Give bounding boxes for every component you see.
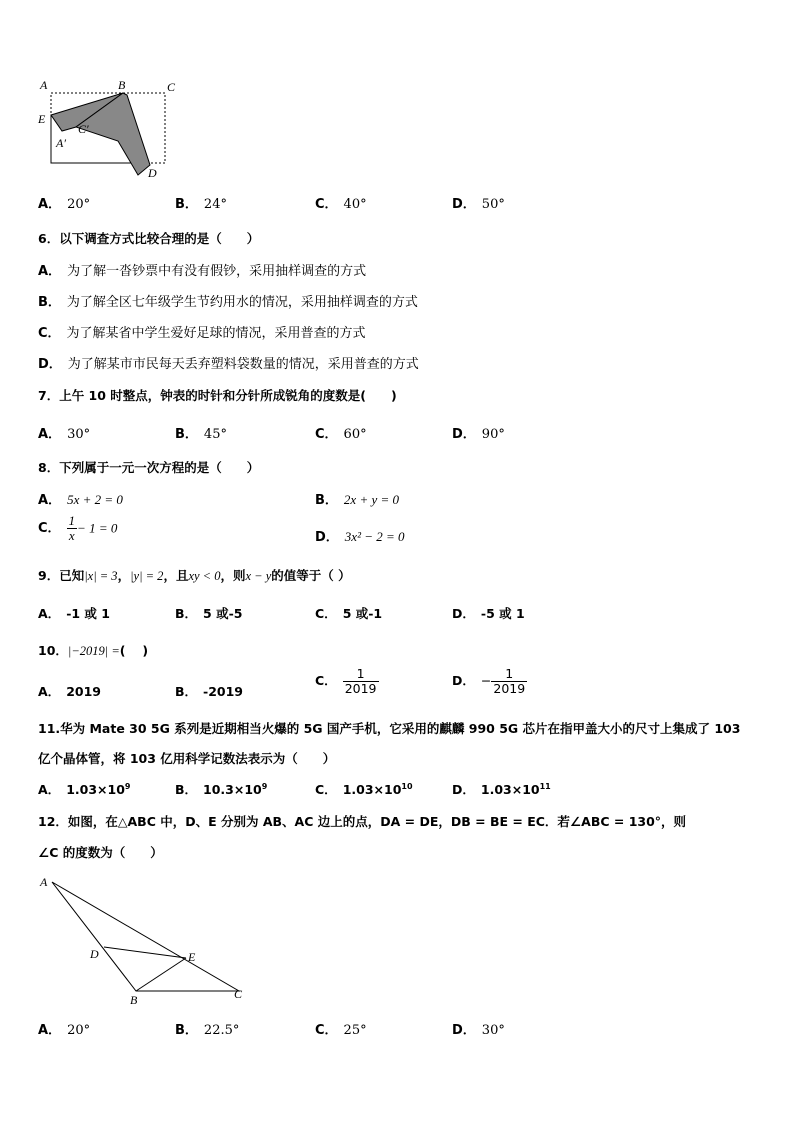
q7-option-b: B． 45° bbox=[175, 427, 227, 442]
q7-option-c: C． 60° bbox=[315, 427, 367, 442]
fig5-label-A1: A′ bbox=[56, 136, 66, 150]
q8-option-c: C． $\frac{1}{x}$ − 1 = 0 bbox=[38, 513, 118, 544]
q10-option-d: D． − $\frac{1}{2019}$ bbox=[452, 666, 526, 696]
q12-option-d: D． 30° bbox=[452, 1023, 505, 1038]
q12-option-a: A． 20° bbox=[38, 1023, 91, 1038]
fig5-label-C: C bbox=[167, 80, 176, 94]
fig5-label-E: E bbox=[38, 112, 46, 126]
fig12-label-A: A bbox=[40, 875, 48, 889]
q11-option-b: B． $10.3\times 10^9$ bbox=[175, 781, 268, 797]
q8-option-b: B． 2x + y = 0 bbox=[315, 492, 400, 508]
q7-option-a: A． 30° bbox=[38, 427, 91, 442]
q11-stem-line1: 11.华为 Mate 30 5G 系列是近期相当火爆的 5G 国产手机，它采用的麒麟 990 5G 芯片在指甲盖大小的尺寸上集成了 103 bbox=[38, 721, 741, 736]
q8-stem: 8．下列属于一元一次方程的是（ ） bbox=[38, 460, 260, 475]
fig5-label-B: B bbox=[118, 78, 126, 92]
q7-stem: 7．上午 10 时整点，钟表的时针和分针所成锐角的度数是( ) bbox=[38, 388, 397, 403]
fraction-1-over-x: $\frac{1}{x}$ bbox=[68, 513, 76, 544]
fig5-label-C1: C′ bbox=[78, 122, 89, 136]
q10-stem: 10．|−2019| =( ) bbox=[38, 643, 149, 658]
q7-option-d: D． 90° bbox=[452, 427, 505, 442]
q5-option-b: B． 24° bbox=[175, 197, 227, 212]
q5-option-a: A． 20° bbox=[38, 197, 91, 212]
q6-option-b: B． 为了解全区七年级学生节约用水的情况，采用抽样调查的方式 bbox=[38, 295, 418, 310]
fraction-1-over-2019: $\frac{1}{2019}$ bbox=[344, 666, 377, 696]
q5-figure bbox=[30, 75, 190, 185]
q8-option-d: D． 3x² − 2 = 0 bbox=[315, 529, 405, 545]
q8-option-a: A． 5x + 2 = 0 bbox=[38, 492, 123, 508]
fig12-label-B: B bbox=[130, 993, 138, 1007]
fig5-label-D: D bbox=[148, 166, 157, 180]
q9-option-b: B． 5 或-5 bbox=[175, 606, 243, 621]
q6-option-a: A． 为了解一沓钞票中有没有假钞，采用抽样调查的方式 bbox=[38, 264, 367, 279]
q11-option-a: A． $1.03\times 10^9$ bbox=[38, 781, 131, 797]
q12-option-c: C． 25° bbox=[315, 1023, 367, 1038]
q5-option-c: C． 40° bbox=[315, 197, 367, 212]
q9-option-c: C． 5 或-1 bbox=[315, 606, 383, 621]
segment-be bbox=[136, 958, 186, 991]
q11-stem-line2: 亿个晶体管，将 103 亿用科学记数法表示为（ ） bbox=[38, 751, 336, 766]
fig12-label-D: D bbox=[90, 947, 99, 961]
q10-option-c: C． $\frac{1}{2019}$ bbox=[315, 666, 377, 696]
q12-stem-line2: ∠C 的度数为（ ） bbox=[38, 845, 163, 860]
fig12-label-C: C bbox=[234, 987, 243, 1001]
fraction-neg-1-over-2019: $\frac{1}{2019}$ bbox=[493, 666, 526, 696]
q6-option-d: D． 为了解某市市民每天丢弃塑料袋数量的情况，采用普查的方式 bbox=[38, 357, 419, 372]
triangle-abc bbox=[52, 882, 239, 991]
q6-option-c: C． 为了解某省中学生爱好足球的情况，采用普查的方式 bbox=[38, 326, 366, 341]
fig5-label-A: A bbox=[40, 78, 48, 92]
q11-option-c: C． $1.03\times 10^{10}$ bbox=[315, 781, 413, 797]
q10-option-b: B． -2019 bbox=[175, 684, 244, 699]
q6-stem: 6．以下调查方式比较合理的是（ ） bbox=[38, 231, 260, 246]
fig12-label-E: E bbox=[188, 950, 196, 964]
q5-option-d: D． 50° bbox=[452, 197, 505, 212]
q9-option-a: A． -1 或 1 bbox=[38, 606, 110, 621]
q12-triangle-figure bbox=[34, 870, 254, 1008]
q9-option-d: D． -5 或 1 bbox=[452, 606, 525, 621]
q12-stem-line1: 12．如图，在△ABC 中，D、E 分别为 AB、AC 边上的点，DA = DE，DB = BE = EC．若∠ABC = 130°，则 bbox=[38, 814, 687, 829]
q11-option-d: D． $1.03\times 10^{11}$ bbox=[452, 781, 551, 797]
q12-option-b: B． 22.5° bbox=[175, 1023, 240, 1038]
q9-stem: 9．已知|x| = 3，|y| = 2，且xy < 0，则x − y的值等于（ ） bbox=[38, 568, 351, 583]
q10-option-a: A． 2019 bbox=[38, 684, 101, 699]
